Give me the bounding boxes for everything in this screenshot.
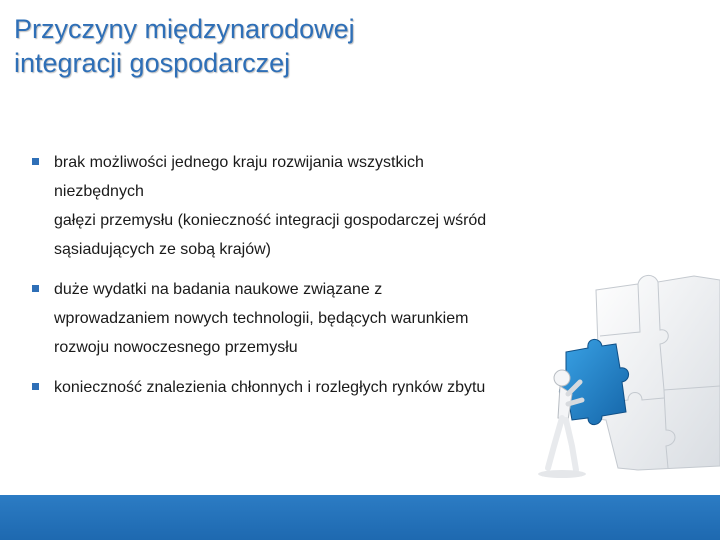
bullet-line: konieczność znalezienia chłonnych i rozległych rynków zbytu — [54, 379, 486, 396]
bullet-list — [32, 148, 552, 402]
bullet-item — [32, 275, 552, 362]
title-line: integracji gospodarczej — [14, 48, 291, 78]
square-bullet-icon — [32, 383, 39, 390]
bullet-item — [32, 373, 552, 402]
bullet-line: rozwoju nowoczesnego przemysłu — [54, 339, 298, 356]
title-line: Przyczyny międzynarodowej — [14, 14, 355, 44]
puzzle-figure-illustration — [488, 270, 720, 495]
square-bullet-icon — [32, 158, 39, 165]
bullet-line: niezbędnych — [54, 183, 144, 200]
bullet-line: sąsiadujących ze sobą krajów) — [54, 241, 271, 258]
slide-title — [14, 12, 574, 80]
bullet-line: gałęzi przemysłu (konieczność integracji gospodarczej wśród — [54, 212, 487, 229]
footer-bar — [0, 495, 720, 540]
bullet-line: duże wydatki na badania naukowe związane z — [54, 281, 383, 298]
square-bullet-icon — [32, 285, 39, 292]
bullet-line: wprowadzaniem nowych technologii, będących warunkiem — [54, 310, 469, 327]
bullet-item — [32, 148, 552, 264]
bullet-line: brak możliwości jednego kraju rozwijania wszystkich — [54, 154, 424, 171]
